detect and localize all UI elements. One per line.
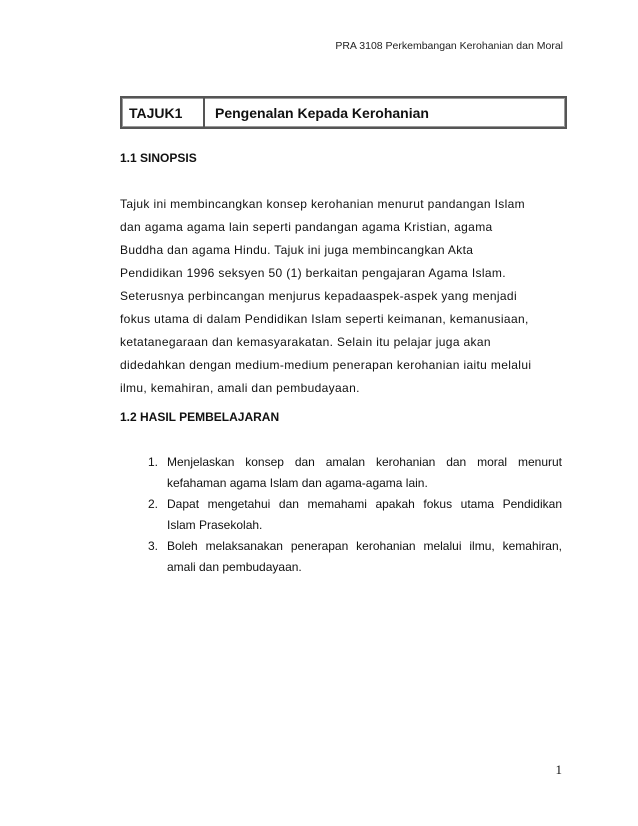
topic-title-box xyxy=(120,96,567,129)
topic-label: TAJUK1 xyxy=(122,98,205,127)
synopsis-paragraph xyxy=(120,193,570,400)
list-number: 3. xyxy=(148,539,159,553)
synopsis-heading: 1.1 SINOPSIS xyxy=(120,151,197,165)
list-item-line: Boleh melaksanakan penerapan kerohanian melalui ilmu, kemahiran, xyxy=(167,539,562,553)
learning-outcomes-list xyxy=(148,452,562,578)
paragraph-line: dan agama agama lain seperti pandangan agama Kristian, agama xyxy=(120,220,493,234)
page-number: 1 xyxy=(555,762,562,777)
learning-outcomes-heading: 1.2 HASIL PEMBELAJARAN xyxy=(120,410,280,424)
running-header: PRA 3108 Perkembangan Kerohanian dan Moral xyxy=(335,40,563,52)
list-item xyxy=(148,536,562,578)
list-item xyxy=(148,452,562,494)
paragraph-line: didedahkan dengan medium-medium penerapan kerohanian iaitu melalui xyxy=(120,358,532,372)
list-item xyxy=(148,494,562,536)
paragraph-line: fokus utama di dalam Pendidikan Islam seperti keimanan, kemanusiaan, xyxy=(120,312,529,326)
paragraph-line: Buddha dan agama Hindu. Tajuk ini juga membincangkan Akta xyxy=(120,243,474,257)
topic-title: Pengenalan Kepada Kerohanian xyxy=(215,104,429,121)
paragraph-line: Tajuk ini membincangkan konsep kerohanian menurut pandangan Islam xyxy=(120,197,525,211)
paragraph-line: ketatanegaraan dan kemasyarakatan. Selain itu pelajar juga akan xyxy=(120,335,491,349)
list-number: 2. xyxy=(148,497,159,511)
list-item-line: Islam Prasekolah. xyxy=(167,518,263,532)
list-item-line: Dapat mengetahui dan memahami apakah fokus utama Pendidikan xyxy=(167,497,562,511)
paragraph-line: Seterusnya perbincangan menjurus kepadaaspek-aspek yang menjadi xyxy=(120,289,517,303)
list-number: 1. xyxy=(148,455,159,469)
list-item-line: amali dan pembudayaan. xyxy=(167,560,302,574)
paragraph-line: Pendidikan 1996 seksyen 50 (1) berkaitan pengajaran Agama Islam. xyxy=(120,266,506,280)
list-item-line: kefahaman agama Islam dan agama-agama lain. xyxy=(167,476,428,490)
paragraph-line: ilmu, kemahiran, amali dan pembudayaan. xyxy=(120,381,360,395)
list-item-line: Menjelaskan konsep dan amalan kerohanian dan moral menurut xyxy=(167,455,562,469)
